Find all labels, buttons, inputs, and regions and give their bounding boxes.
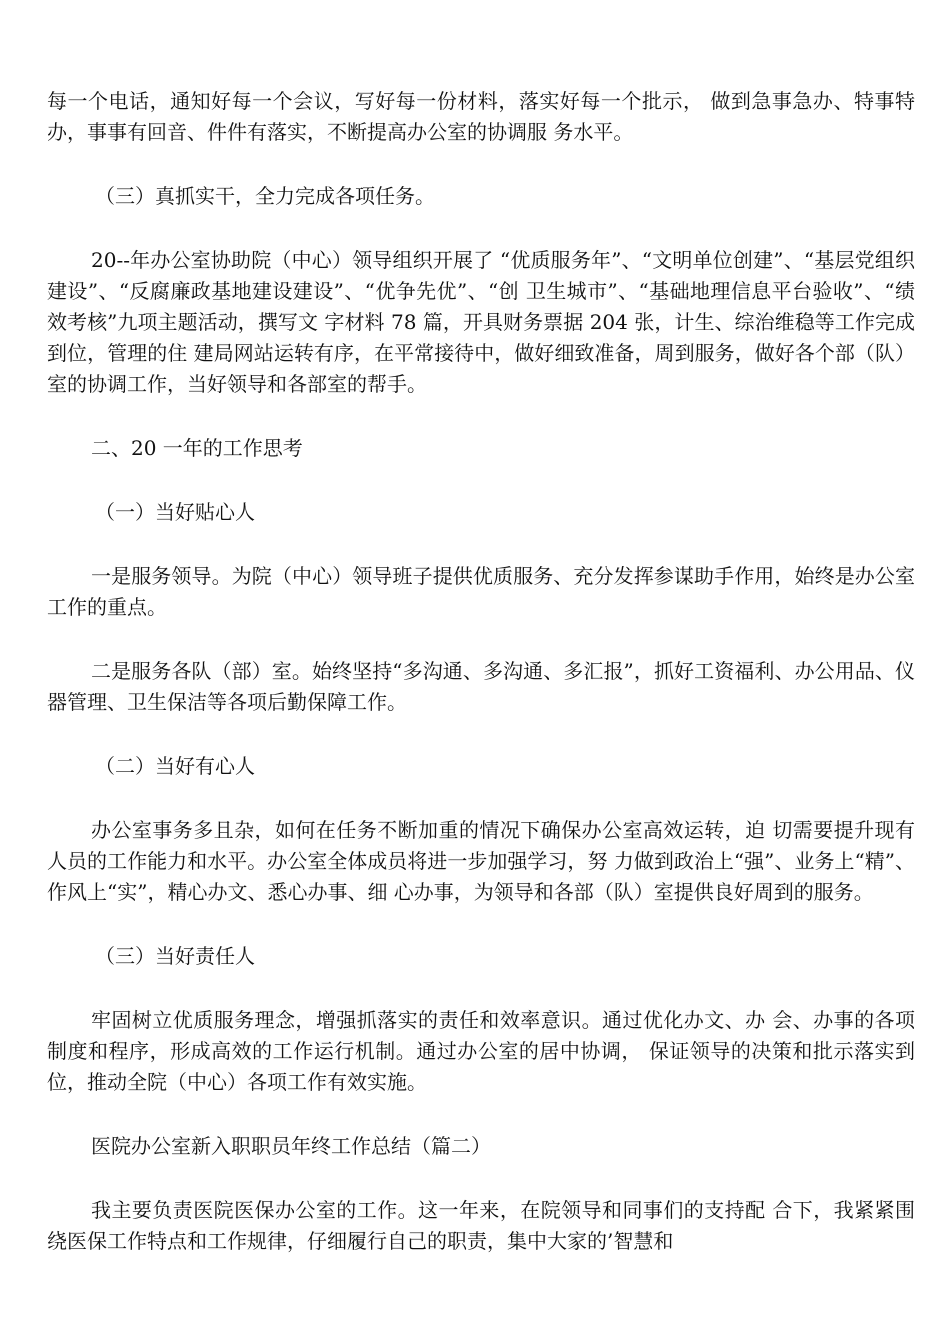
paragraph: 牢固树立优质服务理念，增强抓落实的责任和效率意识。通过优化办文、办 会、办事的各项制度和程序，形成高效的工作运行机制。通过办公室的居中协调， 保证领导的决策和批示落实到位，推动全院（中心）各项工作有效实施。: [47, 1008, 915, 1094]
document-title: 医院办公室新入职职员年终工作总结（篇二）: [91, 1134, 491, 1158]
paragraph: 每一个电话，通知好每一个会议，写好每一份材料，落实好每一个批示， 做到急事急办、特事特办，事事有回音、件件有落实，不断提高办公室的协调服 务水平。: [47, 89, 915, 144]
subsection-heading: （二）当好有心人: [95, 754, 255, 778]
subsection-heading: （三）真抓实干，全力完成各项任务。: [95, 184, 435, 208]
paragraph: 二是服务各队（部）室。始终坚持“多沟通、多沟通、多汇报”，抓好工资福利、办公用品、仪器管理、卫生保洁等各项后勤保障工作。: [47, 659, 915, 714]
paragraph: 我主要负责医院医保办公室的工作。这一年来，在院领导和同事们的支持配 合下，我紧紧围绕医保工作特点和工作规律，仔细履行自己的职责，集中大家的’智慧和: [47, 1198, 915, 1253]
subsection-heading: （三）当好责任人: [95, 944, 255, 968]
section-heading: 二、20 一年的工作思考: [91, 436, 303, 460]
paragraph: 20--年办公室协助院（中心）领导组织开展了 “优质服务年”、“文明单位创建”、“基层党组织建设”、“反腐廉政基地建设建设”、“优争先优”、“创 卫生城市”、“基础地理信息平台验收”、“绩效考核”九项主题活动，撰写文 字材料 78 篇，开具财务票据 204 张，计生、综治维稳等工作完成到位，管理的住 建局网站运转有序，在平常接待中，做好细致准备，周到服务，做好各个部（队） 室的协调工作，当好领导和各部室的帮手。: [47, 248, 915, 396]
paragraph: 一是服务领导。为院（中心）领导班子提供优质服务、充分发挥参谋助手作用，始终是办公室工作的重点。: [47, 564, 915, 619]
subsection-heading: （一）当好贴心人: [95, 500, 255, 524]
document-page: [47, 86, 915, 1257]
paragraph: 办公室事务多且杂，如何在任务不断加重的情况下确保办公室高效运转，迫 切需要提升现有人员的工作能力和水平。办公室全体成员将进一步加强学习，努 力做到政治上“强”、业务上“精”、作风上“实”，精心办文、悉心办事、细 心办事，为领导和各部（队）室提供良好周到的服务。: [47, 818, 915, 904]
